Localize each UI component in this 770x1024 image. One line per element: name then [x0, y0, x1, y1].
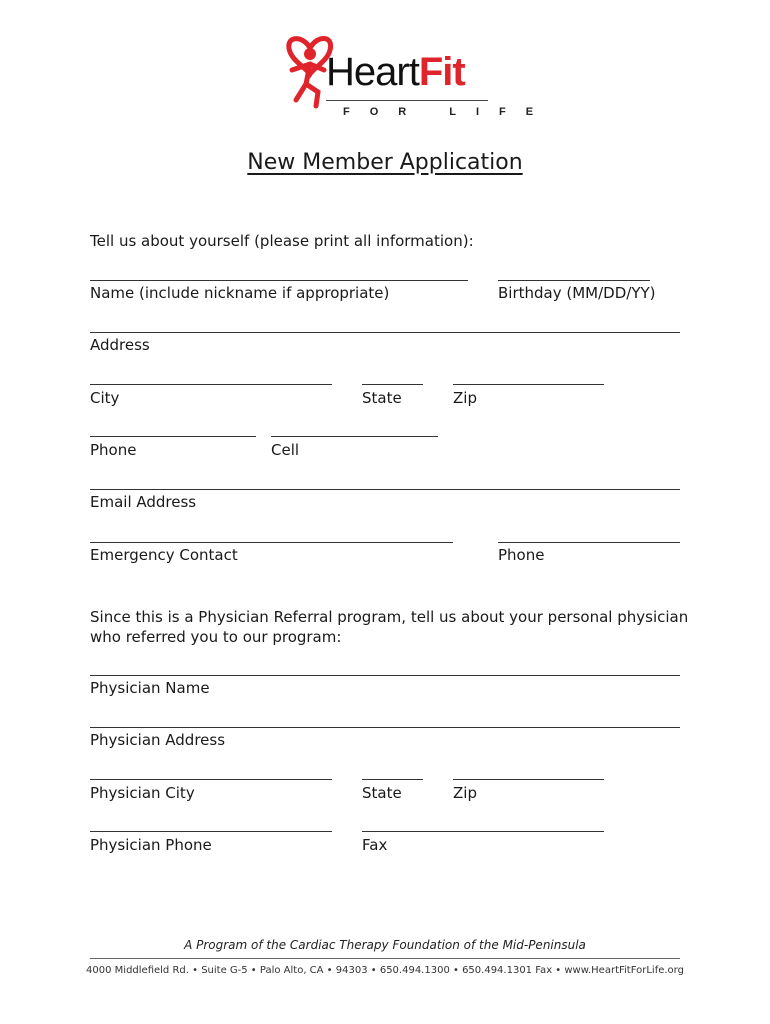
zip-label: Zip: [453, 389, 477, 407]
physician-zip-label: Zip: [453, 784, 477, 802]
physician-city-label: Physician City: [90, 784, 195, 802]
city-label: City: [90, 389, 120, 407]
state-label: State: [362, 389, 402, 407]
footer-program: A Program of the Cardiac Therapy Foundation of the Mid-Peninsula: [184, 938, 586, 952]
emergency-contact-label: Emergency Contact: [90, 546, 238, 564]
footer-contact: 4000 Middlefield Rd. • Suite G-5 • Palo Alto, CA • 94303 • 650.494.1300 • 650.494.1301 Fax • www.HeartFitForLife.org: [86, 965, 684, 976]
name-field[interactable]: [90, 280, 468, 281]
physician-intro-line1: Since this is a Physician Referral program, tell us about your personal physician: [90, 608, 689, 626]
phone-field[interactable]: [90, 436, 256, 437]
cell-field[interactable]: [271, 436, 438, 437]
logo-divider: [326, 100, 488, 101]
intro-text: Tell us about yourself (please print all information):: [90, 232, 474, 250]
physician-address-label: Physician Address: [90, 731, 226, 749]
logo-word-heart: Heart: [326, 50, 419, 94]
physician-state-field[interactable]: [362, 779, 423, 780]
physician-phone-label: Physician Phone: [90, 836, 212, 854]
logo-wordmark: [326, 50, 465, 95]
physician-name-label: Physician Name: [90, 679, 210, 697]
state-field[interactable]: [362, 384, 423, 385]
physician-fax-field[interactable]: [362, 831, 604, 832]
email-field[interactable]: [90, 489, 680, 490]
footer-divider: [90, 958, 680, 959]
physician-phone-field[interactable]: [90, 831, 332, 832]
page-title: New Member Application: [247, 150, 523, 175]
emergency-phone-label: Phone: [498, 546, 545, 564]
emergency-phone-field[interactable]: [498, 542, 680, 543]
cell-label: Cell: [271, 441, 300, 459]
phone-label: Phone: [90, 441, 137, 459]
logo-tagline: FOR LIFE: [343, 106, 554, 118]
physician-state-label: State: [362, 784, 402, 802]
physician-name-field[interactable]: [90, 675, 680, 676]
birthday-field[interactable]: [498, 280, 650, 281]
physician-city-field[interactable]: [90, 779, 332, 780]
address-label: Address: [90, 336, 150, 354]
birthday-label: Birthday (MM/DD/YY): [498, 284, 656, 302]
physician-address-field[interactable]: [90, 727, 680, 728]
email-label: Email Address: [90, 493, 197, 511]
emergency-contact-field[interactable]: [90, 542, 453, 543]
name-label: Name (include nickname if appropriate): [90, 284, 390, 302]
physician-fax-label: Fax: [362, 836, 388, 854]
city-field[interactable]: [90, 384, 332, 385]
physician-zip-field[interactable]: [453, 779, 604, 780]
zip-field[interactable]: [453, 384, 604, 385]
logo-word-fit: Fit: [418, 50, 465, 94]
physician-intro-line2: who referred you to our program:: [90, 628, 342, 646]
address-field[interactable]: [90, 332, 680, 333]
